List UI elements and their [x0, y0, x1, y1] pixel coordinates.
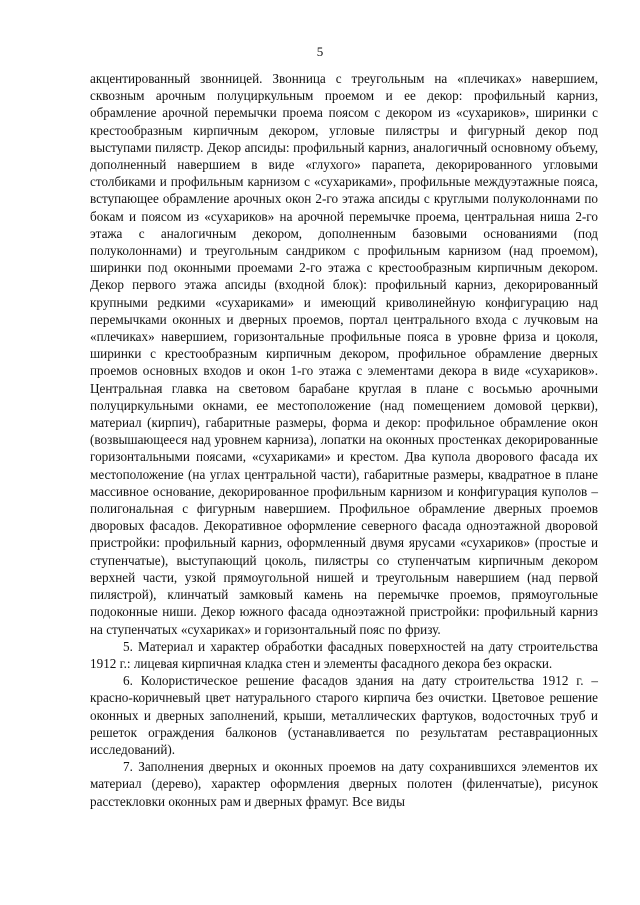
paragraph-item-7: 7. Заполнения дверных и оконных проемов на дату сохранившихся элементов их материал (дерево), характер оформления дверных полотен (филенчатые), рисунок расстекловки оконных рам и дверных фрамуг. Все виды: [90, 759, 598, 809]
paragraph-item-6: 6. Колористическое решение фасадов здания на дату строительства 1912 г. – красно-коричневый цвет натурального старого кирпича без очистки. Цветовое решение оконных и дверных заполнений, крыши, металлических фартуков, водосточных труб и решеток ограждения балконов (устанавливается по результатам реставрационных исследований).: [90, 673, 598, 757]
paragraph-continuation: акцентированный звонницей. Звонница с треугольным на «плечиках» навершием, сквозным арочным полуциркульным проемом и ее декор: профильный карниз, обрамление арочной перемычки проема поясом с декором из «сухариков», ширинки с крестообразным кирпичным декором, угловые пилястры и фигурный декор под выступами пилястр. Декор апсиды: профильный карниз, аналогичный основному объему, дополненный навершием в виде «глухого» парапета, декорированного угловыми столбиками и профильным карнизом с «сухариками», профильные междуэтажные пояса, вступающее обрамление арочных окон 2-го этажа апсиды с круглыми полуколоннами по бокам и поясом из «сухариков» на арочной перемычке проема, центральная ниша 2-го этажа с аналогичным декором, дополненным базовыми основаниями (под полуколоннами) и треугольным сандриком с профильным карнизом (над проемом), ширинки под оконными проемами 2-го этажа с крестообразным кирпичным декором. Декор первого этажа апсиды (входной блок): профильный карниз, декорированный крупными редкими «сухариками» и имеющий криволинейную конфигурацию над перемычками оконных и дверных проемов, портал центрального входа с лучковым на «плечиках» навершием, горизонтальные профильные пояса в уровне фриза и цоколя, ширинки с крестообразным кирпичным декором, профильное обрамление дверных проемов основных входов и окон 1-го этажа с элементами декора в виде «сухариков». Центральная главка на световом барабане круглая в плане с восьмью арочными полуциркульными окнами, ее местоположение (над помещением домовой церкви), материал (кирпич), габаритные размеры, форма и декор: профильное обрамление окон (возвышающееся над уровнем карниза), лопатки на оконных простенках декорированные горизонтальными поясами, «сухариками» и крестом. Два купола дворового фасада их местоположение (на углах центральной части), габаритные размеры, квадратное в плане массивное основание, декорированное профильным карнизом и конфигурация куполов – полигональная с фигурным навершием. Профильное обрамление дверных проемов дворовых фасадов. Декоративное оформление северного фасада одноэтажной дворовой пристройки: профильный карниз, оформленный двумя ярусами «сухариков» (простые и ступенчатые), выступающий цоколь, пилястры со ступенчатым кирпичным декором верхней части, узкой прямоугольной нишей и треугольным навершием (над первой пилястрой), клинчатый замковый камень на перемычке проемов, прямоугольные подоконные ниши. Декор южного фасада одноэтажной пристройки: профильный карниз на ступенчатых «сухариках» и горизонтальный пояс по фризу.: [90, 71, 598, 637]
page-number: 5: [316, 44, 324, 59]
document-body: [90, 70, 598, 810]
paragraph-item-5: 5. Материал и характер обработки фасадных поверхностей на дату строительства 1912 г.: лицевая кирпичная кладка стен и элементы фасадного декора без окраски.: [90, 638, 598, 671]
